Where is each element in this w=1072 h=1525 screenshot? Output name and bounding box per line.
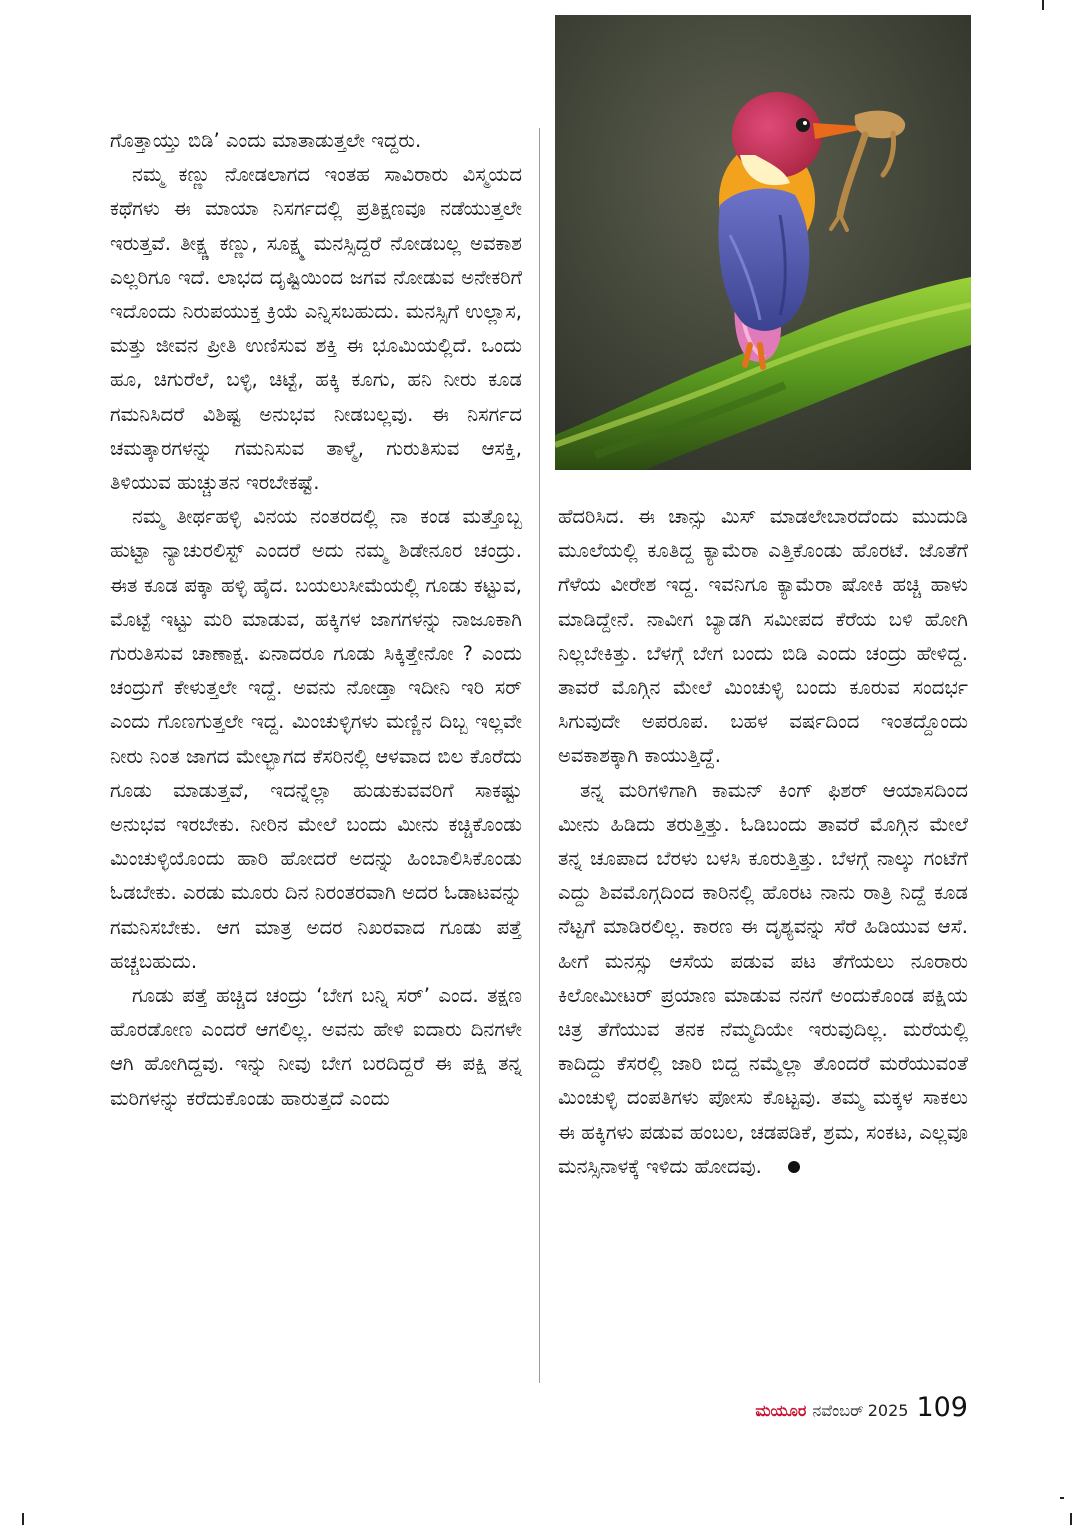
crop-mark-bottom-left <box>22 1513 24 1525</box>
paragraph: ಗೊತ್ತಾಯ್ತು ಬಿಡಿ’ ಎಂದು ಮಾತಾಡುತ್ತಲೇ ಇದ್ದರು. <box>110 129 422 152</box>
paragraph-last <box>558 774 968 1184</box>
paragraph: ಹೆದರಿಸಿದ. ಈ ಚಾನ್ಸು ಮಿಸ್ ಮಾಡಲೇಬಾರದೆಂದು ಮುದುಡಿ ಮೂಲೆಯಲ್ಲಿ ಕೂತಿದ್ದ ಕ್ಯಾಮೆರಾ ಎತ್ತಿಕೊಂಡು ಹೊರಟೆ. ಜೊತೆಗೆ ಗೆಳೆಯ ವೀರೇಶ ಇದ್ದ. ಇವನಿಗೂ ಕ್ಯಾಮೆರಾ ಷೋಕಿ ಹಚ್ಚಿ ಹಾಳು ಮಾಡಿದ್ದೇನೆ. ನಾವೀಗ ಬ್ಯಾಡಗಿ ಸಮೀಪದ ಕೆರೆಯ ಬಳಿ ಹೋಗಿ ನಿಲ್ಲಬೇಕಿತ್ತು. ಬೆಳಗ್ಗೆ ಬೇಗ ಬಂದು ಬಿಡಿ ಎಂದು ಚಂದ್ರು ಹೇಳಿದ್ದ. ತಾವರೆ ಮೊಗ್ಗಿನ ಮೇಲೆ ಮಿಂಚುಳ್ಳಿ ಬಂದು ಕೂರುವ ಸಂದರ್ಭ ಸಿಗುವುದೇ ಅಪರೂಪ. ಬಹಳ ವರ್ಷದಿಂದ ಇಂತದ್ದೊಂದು ಅವಕಾಶಕ್ಕಾಗಿ ಕಾಯುತ್ತಿದ್ದೆ. <box>558 505 968 768</box>
article-column-left <box>110 124 522 1116</box>
issue-month: ನವೆಂಬರ್ <box>812 1401 864 1420</box>
article-column-right <box>558 500 968 1184</box>
end-of-article-bullet-icon <box>788 1161 800 1173</box>
page-number: 109 <box>916 1392 968 1423</box>
crop-mark-right <box>1060 1497 1064 1499</box>
column-divider <box>539 128 540 1383</box>
page-footer <box>706 1392 968 1432</box>
paragraph: ನಮ್ಮ ಕಣ್ಣು ನೋಡಲಾಗದ ಇಂತಹ ಸಾವಿರಾರು ವಿಸ್ಮಯದ ಕಥೆಗಳು ಈ ಮಾಯಾ ನಿಸರ್ಗದಲ್ಲಿ ಪ್ರತಿಕ್ಷಣವೂ ನಡೆಯುತ್ತಲೇ ಇರುತ್ತವೆ. ತೀಕ್ಷ್ಣ ಕಣ್ಣು, ಸೂಕ್ಷ್ಮ ಮನಸ್ಸಿದ್ದರೆ ನೋಡಬಲ್ಲ ಅವಕಾಶ ಎಲ್ಲರಿಗೂ ಇದೆ. ಲಾಭದ ದೃಷ್ಟಿಯಿಂದ ಜಗವ ನೋಡುವ ಅನೇಕರಿಗೆ ಇದೊಂದು ನಿರುಪಯುಕ್ತ ಕ್ರಿಯೆ ಎನ್ನಿಸಬಹುದು. ಮನಸ್ಸಿಗೆ ಉಲ್ಲಾಸ, ಮತ್ತು ಜೀವನ ಪ್ರೀತಿ ಉಣಿಸುವ ಶಕ್ತಿ ಈ ಭೂಮಿಯಲ್ಲಿದೆ. ಒಂದು ಹೂ, ಚಿಗುರೆಲೆ, ಬಳ್ಳಿ, ಚಿಟ್ಟೆ, ಹಕ್ಕಿ ಕೂಗು, ಹನಿ ನೀರು ಕೂಡ ಗಮನಿಸಿದರೆ ವಿಶಿಷ್ಟ ಅನುಭವ ನೀಡಬಲ್ಲವು. ಈ ನಿಸರ್ಗದ ಚಮತ್ಕಾರಗಳನ್ನು ಗಮನಿಸುವ ತಾಳ್ಮೆ, ಗುರುತಿಸುವ ಆಸಕ್ತಿ, ತಿಳಿಯುವ ಹುಚ್ಚುತನ ಇರಬೇಕಷ್ಟೆ. <box>110 163 522 495</box>
kingfisher-photo <box>555 15 971 470</box>
magazine-logo: ಮಯೂರ <box>755 1401 807 1420</box>
paragraph: ನಮ್ಮ ತೀರ್ಥಹಳ್ಳಿ ವಿನಯ ನಂತರದಲ್ಲಿ ನಾ ಕಂಡ ಮತ್ತೊಬ್ಬ ಹುಟ್ಟಾ ನ್ಯಾಚುರಲಿಸ್ಟ್ ಎಂದರೆ ಅದು ನಮ್ಮ ಶಿಡೇನೂರ ಚಂದ್ರು. ಈತ ಕೂಡ ಪಕ್ಕಾ ಹಳ್ಳಿ ಹೈದ. ಬಯಲುಸೀಮೆಯಲ್ಲಿ ಗೂಡು ಕಟ್ಟುವ, ಮೊಟ್ಟೆ ಇಟ್ಟು ಮರಿ ಮಾಡುವ, ಹಕ್ಕಿಗಳ ಜಾಗಗಳನ್ನು ನಾಜೂಕಾಗಿ ಗುರುತಿಸುವ ಚಾಣಾಕ್ಷ. ಏನಾದರೂ ಗೂಡು ಸಿಕ್ಕಿತ್ತೇನೋ ? ಎಂದು ಚಂದ್ರುಗೆ ಕೇಳುತ್ತಲೇ ಇದ್ದೆ. ಅವನು ನೋಡ್ತಾ ಇದೀನಿ ಇರಿ ಸರ್ ಎಂದು ಗೊಣಗುತ್ತಲೇ ಇದ್ದ. ಮಿಂಚುಳ್ಳಿಗಳು ಮಣ್ಣಿನ ದಿಬ್ಬ ಇಲ್ಲವೇ ನೀರು ನಿಂತ ಜಾಗದ ಮೇಲ್ಭಾಗದ ಕೆಸರಿನಲ್ಲಿ ಆಳವಾದ ಬಿಲ ಕೊರೆದು ಗೂಡು ಮಾಡುತ್ತವೆ, ಇದನ್ನೆಲ್ಲಾ ಹುಡುಕುವವರಿಗೆ ಸಾಕಷ್ಟು ಅನುಭವ ಇರಬೇಕು. ನೀರಿನ ಮೇಲೆ ಬಂದು ಮೀನು ಕಚ್ಚಿಕೊಂಡು ಮಿಂಚುಳ್ಳಿಯೊಂದು ಹಾರಿ ಹೋದರೆ ಅದನ್ನು ಹಿಂಬಾಲಿಸಿಕೊಂಡು ಓಡಬೇಕು. ಎರಡು ಮೂರು ದಿನ ನಿರಂತರವಾಗಿ ಅದರ ಓಡಾಟವನ್ನು ಗಮನಿಸಬೇಕು. ಆಗ ಮಾತ್ರ ಅದರ ನಿಖರವಾದ ಗೂಡು ಪತ್ತೆ ಹಚ್ಚಬಹುದು. <box>110 505 522 973</box>
crop-mark-top-right <box>1042 0 1044 10</box>
paragraph: ಗೂಡು ಪತ್ತೆ ಹಚ್ಚಿದ ಚಂದ್ರು ‘ಬೇಗ ಬನ್ನಿ ಸರ್’ ಎಂದ. ತಕ್ಷಣ ಹೊರಡೋಣ ಎಂದರೆ ಆಗಲಿಲ್ಲ. ಅವನು ಹೇಳಿ ಐದಾರು ದಿನಗಳೇ ಆಗಿ ಹೋಗಿದ್ದವು. ಇನ್ನು ನೀವು ಬೇಗ ಬರದಿದ್ದರೆ ಈ ಪಕ್ಷಿ ತನ್ನ ಮರಿಗಳನ್ನು ಕರೆದುಕೊಂಡು ಹಾರುತ್ತದೆ ಎಂದು <box>110 984 522 1110</box>
issue-year: 2025 <box>867 1401 909 1420</box>
paragraph-text: ತನ್ನ ಮರಿಗಳಿಗಾಗಿ ಕಾಮನ್ ಕಿಂಗ್ ಫಿಶರ್ ಆಯಾಸದಿಂದ ಮೀನು ಹಿಡಿದು ತರುತ್ತಿತ್ತು. ಓಡಿಬಂದು ತಾವರೆ ಮೊಗ್ಗಿನ ಮೇಲೆ ತನ್ನ ಚೂಪಾದ ಬೆರಳು ಬಳಸಿ ಕೂರುತ್ತಿತ್ತು. ಬೆಳಗ್ಗೆ ನಾಲ್ಕು ಗಂಟೆಗೆ ಎದ್ದು ಶಿವಮೊಗ್ಗದಿಂದ ಕಾರಿನಲ್ಲಿ ಹೊರಟ ನಾನು ರಾತ್ರಿ ನಿದ್ದೆ ಕೂಡ ನೆಟ್ಟಗೆ ಮಾಡಿರಲಿಲ್ಲ. ಕಾರಣ ಈ ದೃಶ್ಯವನ್ನು ಸೆರೆ ಹಿಡಿಯುವ ಆಸೆ. ಹೀಗೆ ಮನಸ್ಸು ಆಸೆಯ ಪಡುವ ಪಟ ತೆಗೆಯಲು ನೂರಾರು ಕಿಲೋಮೀಟರ್ ಪ್ರಯಾಣ ಮಾಡುವ ನನಗೆ ಅಂದುಕೊಂಡ ಪಕ್ಷಿಯ ಚಿತ್ರ ತೆಗೆಯುವ ತನಕ ನೆಮ್ಮದಿಯೇ ಇರುವುದಿಲ್ಲ. ಮರೆಯಲ್ಲಿ ಕಾದಿದ್ದು ಕೆಸರಲ್ಲಿ ಜಾರಿ ಬಿದ್ದ ನಮ್ಮೆಲ್ಲಾ ತೊಂದರೆ ಮರೆಯುವಂತೆ ಮಿಂಚುಳ್ಳಿ ದಂಪತಿಗಳು ಪೋಸು ಕೊಟ್ಟವು. ತಮ್ಮ ಮಕ್ಕಳ ಸಾಕಲು ಈ ಹಕ್ಕಿಗಳು ಪಡುವ ಹಂಬಲ, ಚಡಪಡಿಕೆ, ಶ್ರಮ, ಸಂಕಟ, ಎಲ್ಲವೂ ಮನಸ್ಸಿನಾಳಕ್ಕೆ ಇಳಿದು ಹೋದವು. <box>558 778 968 1178</box>
